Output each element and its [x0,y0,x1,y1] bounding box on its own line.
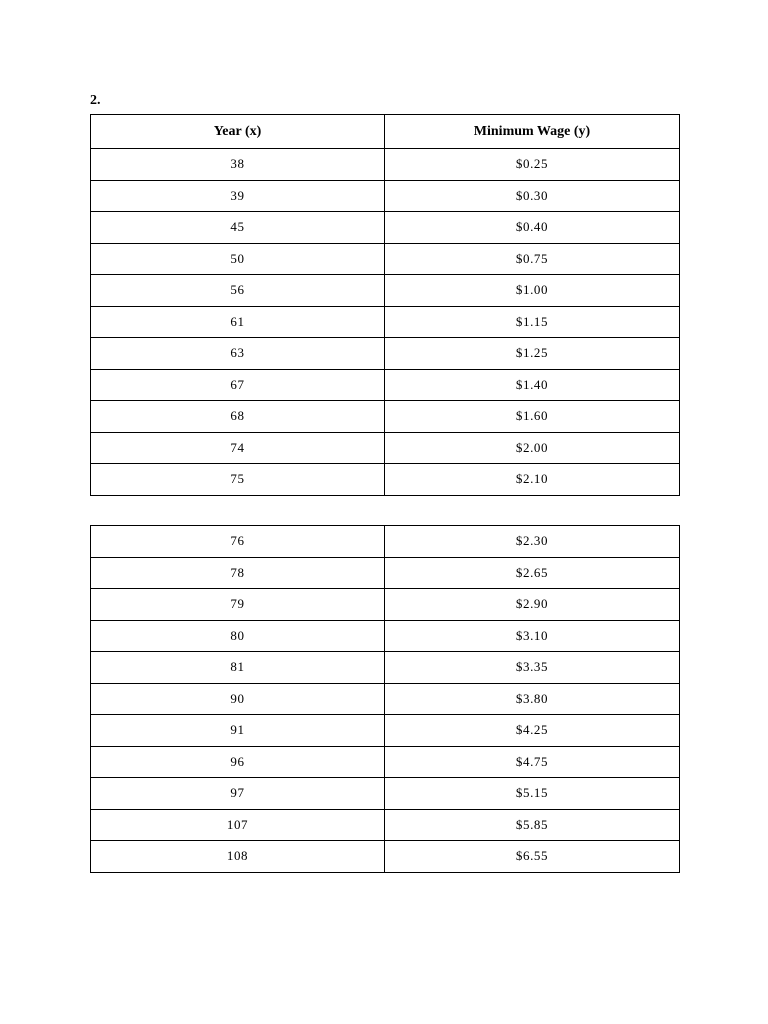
table-row [91,809,680,841]
table-row [91,369,680,401]
table-row [91,589,680,621]
wage-cell: $4.25 [385,715,680,747]
year-cell: 68 [91,401,385,433]
wage-cell: $2.00 [385,432,680,464]
wage-cell: $1.60 [385,401,680,433]
wage-cell: $0.25 [385,149,680,181]
table-row [91,778,680,810]
year-cell: 81 [91,652,385,684]
wage-cell: $3.10 [385,620,680,652]
table-row [91,683,680,715]
year-cell: 45 [91,212,385,244]
table-row [91,557,680,589]
table-row [91,243,680,275]
table-row [91,212,680,244]
year-cell: 38 [91,149,385,181]
wage-cell: $2.10 [385,464,680,496]
year-cell: 96 [91,746,385,778]
year-cell: 90 [91,683,385,715]
column-header-year: Year (x) [91,115,385,149]
table-row [91,275,680,307]
table-header-row [91,115,680,149]
table-row [91,401,680,433]
table-row [91,180,680,212]
year-cell: 78 [91,557,385,589]
year-cell: 76 [91,526,385,558]
wage-cell: $6.55 [385,841,680,873]
year-cell: 39 [91,180,385,212]
wage-cell: $3.35 [385,652,680,684]
wage-cell: $1.15 [385,306,680,338]
problem-number: 2. [90,93,101,108]
table-row [91,652,680,684]
table-row [91,746,680,778]
year-cell: 108 [91,841,385,873]
table-row [91,715,680,747]
wage-cell: $5.85 [385,809,680,841]
column-header-minimum-wage: Minimum Wage (y) [385,115,680,149]
wage-cell: $0.75 [385,243,680,275]
table-row [91,464,680,496]
year-cell: 56 [91,275,385,307]
year-cell: 74 [91,432,385,464]
wage-cell: $2.65 [385,557,680,589]
minimum-wage-table-part-1 [90,114,680,496]
wage-cell: $2.30 [385,526,680,558]
wage-cell: $4.75 [385,746,680,778]
year-cell: 50 [91,243,385,275]
wage-cell: $0.30 [385,180,680,212]
table-row [91,338,680,370]
year-cell: 97 [91,778,385,810]
year-cell: 79 [91,589,385,621]
year-cell: 63 [91,338,385,370]
wage-cell: $1.00 [385,275,680,307]
wage-cell: $1.25 [385,338,680,370]
year-cell: 67 [91,369,385,401]
minimum-wage-table-part-2 [90,525,680,873]
table-row [91,620,680,652]
table-row [91,149,680,181]
year-cell: 61 [91,306,385,338]
year-cell: 107 [91,809,385,841]
year-cell: 91 [91,715,385,747]
wage-cell: $3.80 [385,683,680,715]
table-row [91,306,680,338]
wage-cell: $2.90 [385,589,680,621]
wage-cell: $1.40 [385,369,680,401]
table-row [91,432,680,464]
wage-cell: $0.40 [385,212,680,244]
table-row [91,526,680,558]
table-row [91,841,680,873]
wage-cell: $5.15 [385,778,680,810]
year-cell: 80 [91,620,385,652]
year-cell: 75 [91,464,385,496]
